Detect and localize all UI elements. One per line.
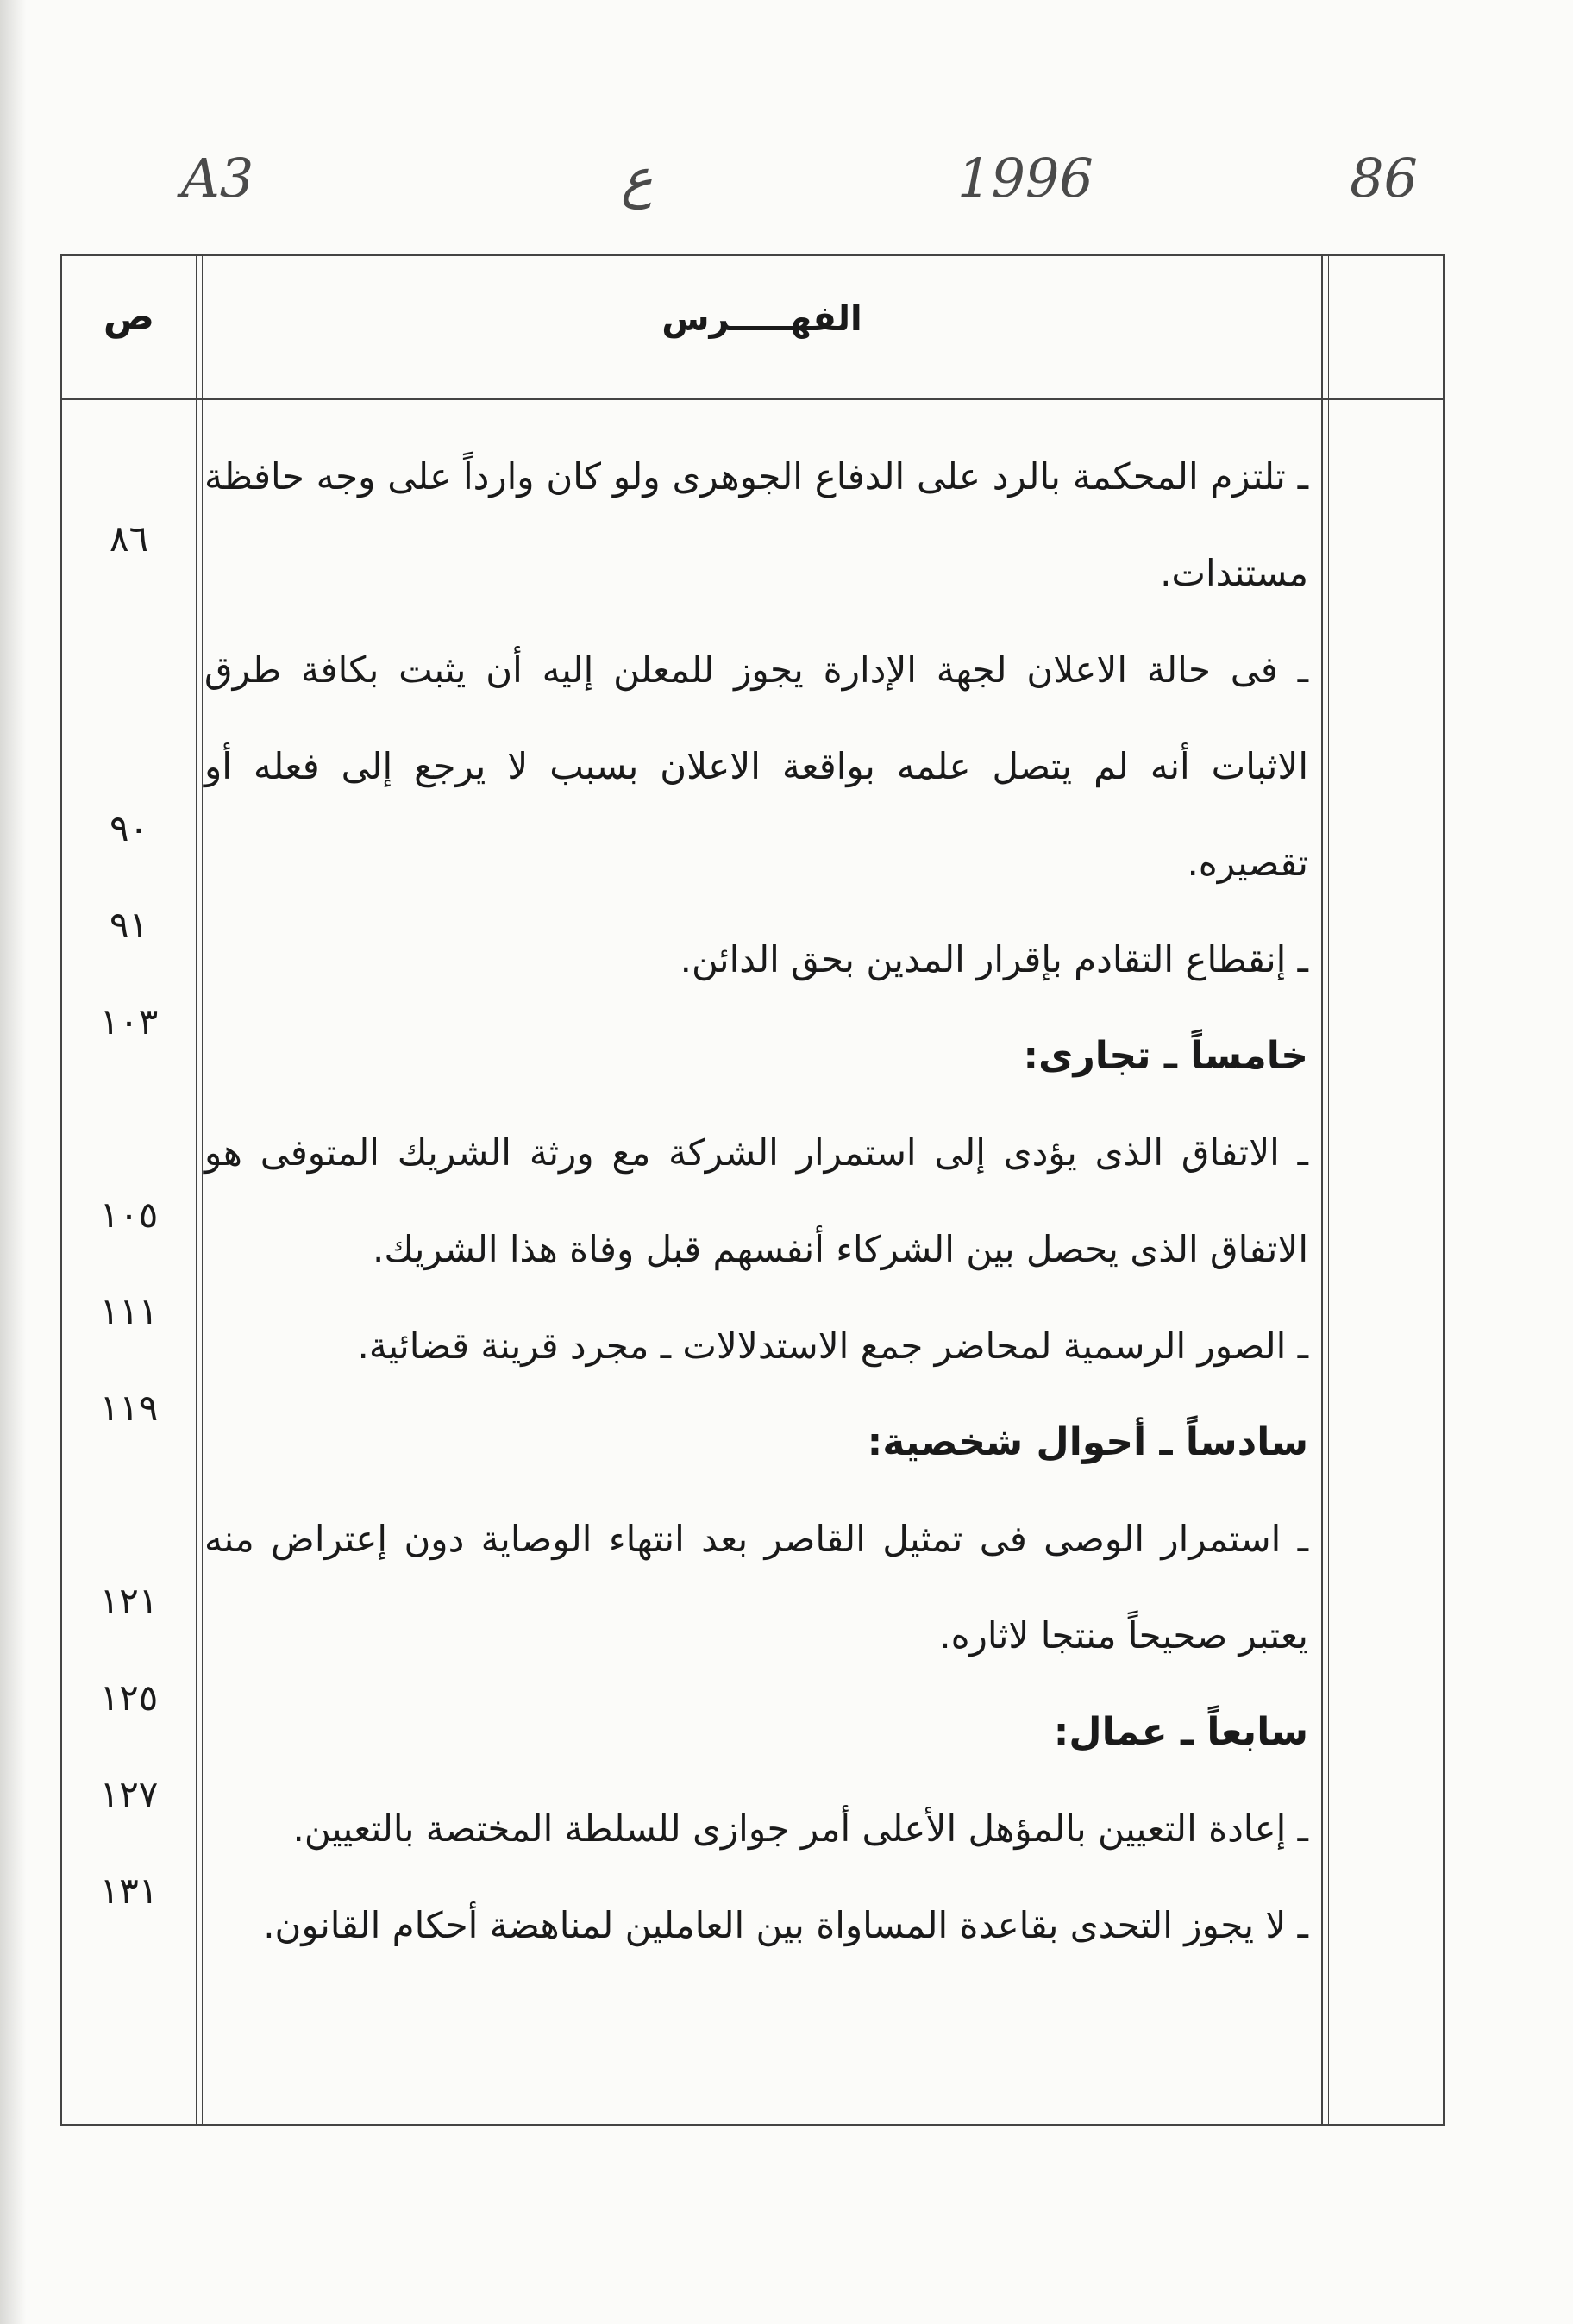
column-divider: [202, 256, 203, 2124]
entry-page-number: ١٠٥: [99, 1193, 159, 1236]
entry-page-number: ١٢١: [99, 1580, 159, 1622]
scan-edge-shadow: [0, 0, 26, 2324]
entry-page-number: ٨٦: [109, 517, 149, 560]
index-table: [60, 254, 1445, 2126]
column-divider: [196, 256, 197, 2124]
index-entry: ـ إنقطاع التقادم بإقرار المدين بحق الدائن.: [680, 938, 1308, 980]
index-entries: [204, 429, 1308, 1974]
entry-page-number: ١٣١: [99, 1870, 159, 1912]
index-entry: ـ إعادة التعيين بالمؤهل الأعلى أمر جوازى للسلطة المختصة بالتعيين.: [292, 1807, 1308, 1850]
entry-page-number: ١٢٧: [99, 1773, 159, 1815]
section-heading: خامساً ـ تجارى:: [1023, 1034, 1308, 1078]
index-entry: ـ الاتفاق الذى يؤدى إلى استمرار الشركة مع ورثة الشريك المتوفى هو الاتفاق الذى يحصل بين الشركاء أنفسهم قبل وفاة هذا الشريك.: [204, 1131, 1308, 1270]
handwritten-note-left: A3: [181, 147, 254, 210]
index-entry: ـ استمرار الوصى فى تمثيل القاصر بعد انتهاء الوصاية دون إعتراض منه يعتبر صحيحاً منتجا لاثاره.: [204, 1518, 1308, 1657]
column-divider: [1328, 256, 1329, 2124]
entry-page-number: ١٠٣: [99, 1000, 159, 1043]
header-rule: [62, 398, 1443, 400]
entry-page-number: ١٢٥: [99, 1676, 159, 1719]
page-column-header: ص: [103, 295, 155, 339]
section-heading: سادساً ـ أحوال شخصية:: [867, 1420, 1308, 1464]
index-entry: ـ لا يجوز التحدى بقاعدة المساواة بين العاملين لمناهضة أحكام القانون.: [263, 1904, 1308, 1946]
page-title: الفهـــــرس: [661, 299, 862, 339]
entry-page-number: ٩١: [109, 904, 149, 946]
entry-page-number: ١١٩: [99, 1387, 159, 1429]
section-heading: سابعاً ـ عمال:: [1053, 1710, 1308, 1754]
handwritten-note-mark: ع: [621, 147, 653, 210]
handwritten-note-right: 86: [1350, 147, 1418, 210]
entry-page-number: ١١١: [99, 1290, 159, 1332]
handwritten-annotations: [172, 138, 1418, 233]
index-entry: ـ تلتزم المحكمة بالرد على الدفاع الجوهرى ولو كان وارداً على وجه حافظة مستندات.: [204, 455, 1308, 594]
index-entry: ـ الصور الرسمية لمحاضر جمع الاستدلالات ـ مجرد قرينة قضائية.: [357, 1325, 1308, 1367]
handwritten-note-year: 1996: [957, 147, 1094, 210]
column-divider: [1321, 256, 1323, 2124]
index-entry: ـ فى حالة الاعلان لجهة الإدارة يجوز للمعلن إليه أن يثبت بكافة طرق الاثبات أنه لم يتصل علمه بواقعة الاعلان بسبب لا يرجع إلى فعله أو تقصيره.: [204, 648, 1308, 884]
entry-page-number: ٩٠: [109, 807, 149, 849]
